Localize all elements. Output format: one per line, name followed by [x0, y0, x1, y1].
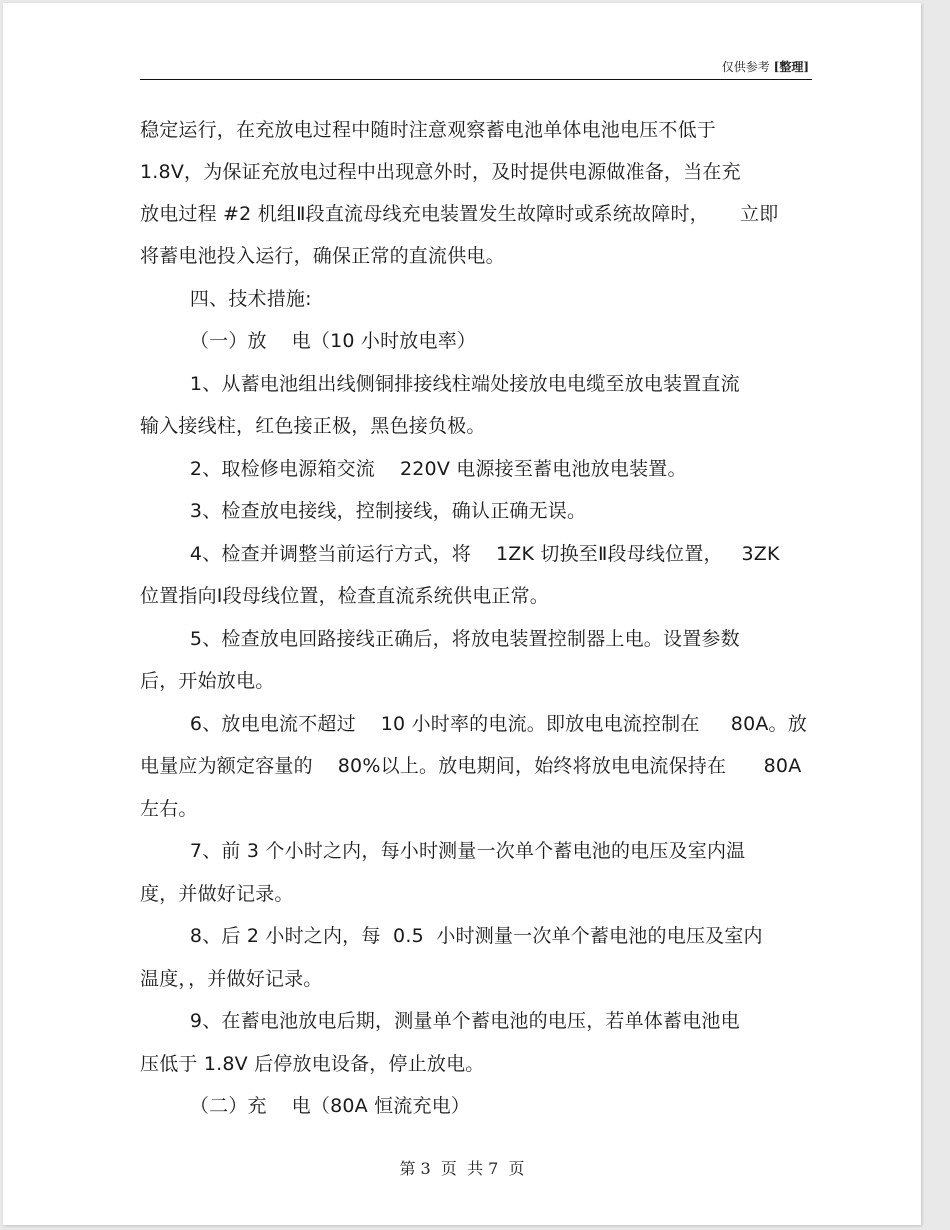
text-line: 将蓄电池投入运行，确保正常的直流供电。: [140, 245, 505, 267]
text-line: 稳定运行，在充放电过程中随时注意观察蓄电池单体电池电压不低于: [140, 119, 717, 141]
header-label: 仅供参考: [721, 60, 770, 74]
text-line: 电量应为额定容量的 80%以上。放电期间，始终将放电电流保持在 80A: [140, 755, 802, 777]
text-line: 位置指向Ⅰ段母线位置，检查直流系统供电正常。: [140, 585, 550, 607]
text-line: 放电过程 #2 机组Ⅱ段直流母线充电装置发生故障时或系统故障时， 立即: [140, 203, 779, 225]
document-page: [3, 3, 921, 1225]
text-line: 8、后 2 小时之内，每 0.5 小时测量一次单个蓄电池的电压及室内: [140, 925, 763, 947]
header-divider: [140, 79, 812, 80]
text-line: 9、在蓄电池放电后期，测量单个蓄电池的电压，若单体蓄电池电: [140, 1010, 740, 1032]
text-line: （二）充 电（80A 恒流充电）: [140, 1095, 471, 1117]
text-line: 2、取检修电源箱交流 220V 电源接至蓄电池放电装置。: [140, 458, 687, 480]
text-line: 左右。: [140, 798, 198, 820]
page-footer: 第 3 页 共 7 页: [399, 1159, 525, 1178]
text-line: 度，并做好记录。: [140, 883, 294, 905]
text-line: 1.8V，为保证充放电过程中出现意外时，及时提供电源做准备，当在充: [140, 161, 741, 183]
text-line: 温度，，并做好记录。: [140, 968, 323, 990]
text-line: 四、技术措施:: [140, 288, 312, 310]
text-line: 5、检查放电回路接线正确后，将放电装置控制器上电。设置参数: [140, 628, 740, 650]
text-line: 7、前 3 个小时之内，每小时测量一次单个蓄电池的电压及室内温: [140, 840, 746, 862]
text-line: 压低于 1.8V 后停放电设备，停止放电。: [140, 1053, 485, 1075]
text-line: 1、从蓄电池组出线侧铜排接线柱端处接放电电缆至放电装置直流: [140, 373, 740, 395]
page-header: [722, 58, 809, 75]
text-line: 3、检查放电接线，控制接线，确认正确无误。: [140, 500, 587, 522]
text-line: 输入接线柱，红色接正极，黑色接负极。: [140, 415, 486, 437]
text-line: 6、放电电流不超过 10 小时率的电流。即放电电流控制在 80A。放: [140, 713, 807, 735]
text-line: 后，开始放电。: [140, 670, 275, 692]
header-tag: [整理]: [773, 60, 809, 74]
text-line: 4、检查并调整当前运行方式，将 1ZK 切换至Ⅱ段母线位置， 3ZK: [140, 543, 780, 565]
text-line: （一）放 电（10 小时放电率）: [140, 330, 477, 352]
